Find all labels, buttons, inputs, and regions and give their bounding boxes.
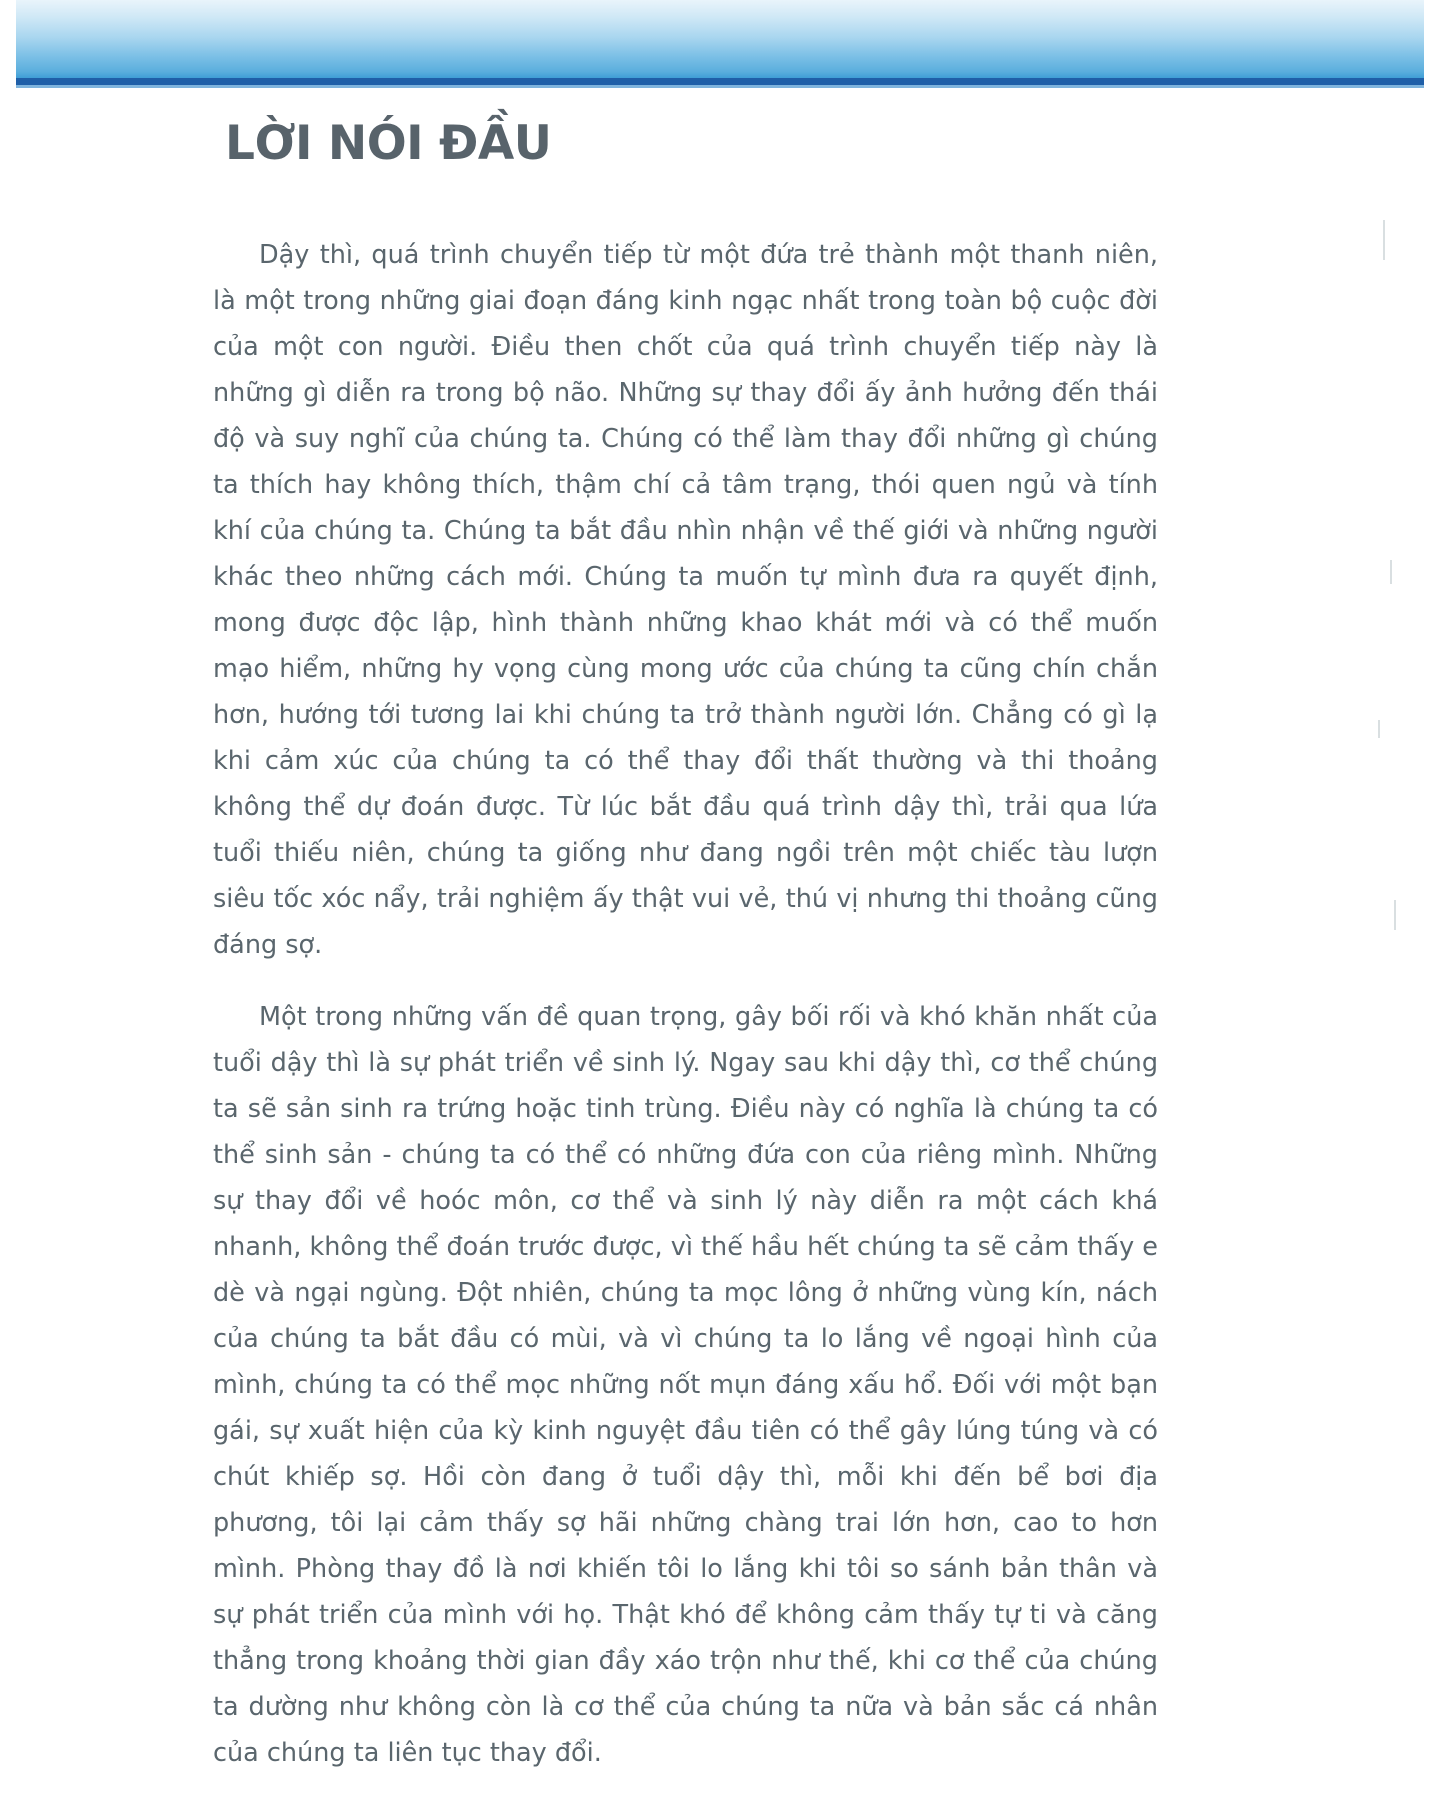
page-header-rule-secondary — [0, 85, 1432, 88]
body-paragraph-1: Dậy thì, quá trình chuyển tiếp từ một đứa trẻ thành một thanh niên, là một trong những giai đoạn đáng kinh ngạc nhất trong toàn bộ cuộc đời của một con người. Điều then chốt của quá trình chuyển tiếp này là những gì diễn ra trong bộ não. Những sự thay đổi ấy ảnh hưởng đến thái độ và suy nghĩ của chúng ta. Chúng có thể làm thay đổi những gì chúng ta thích hay không thích, thậm chí cả tâm trạng, thói quen ngủ và tính khí của chúng ta. Chúng ta bắt đầu nhìn nhận về thế giới và những người khác theo những cách mới. Chúng ta muốn tự mình đưa ra quyết định, mong được độc lập, hình thành những khao khát mới và có thể muốn mạo hiểm, những hy vọng cùng mong ước của chúng ta cũng chín chắn hơn, hướng tới tương lai khi chúng ta trở thành người lớn. Chẳng có gì lạ khi cảm xúc của chúng ta có thể thay đổi thất thường và thi thoảng không thể dự đoán được. Từ lúc bắt đầu quá trình dậy thì, trải qua lứa tuổi thiếu niên, chúng ta giống như đang ngồi trên một chiếc tàu lượn siêu tốc xóc nẩy, trải nghiệm ấy thật vui vẻ, thú vị nhưng thi thoảng cũng đáng sợ. — [213, 239, 1158, 960]
page-right-margin-mask — [1424, 0, 1432, 88]
scan-artifact — [1394, 900, 1396, 930]
page-header-band — [0, 0, 1432, 78]
body-paragraph-2: Một trong những vấn đề quan trọng, gây bối rối và khó khăn nhất của tuổi dậy thì là sự phát triển về sinh lý. Ngay sau khi dậy thì, cơ thể chúng ta sẽ sản sinh ra trứng hoặc tinh trùng. Điều này có nghĩa là chúng ta có thể sinh sản - chúng ta có thể có những đứa con của riêng mình. Những sự thay đổi về hoóc môn, cơ thể và sinh lý này diễn ra một cách khá nhanh, không thể đoán trước được, vì thế hầu hết chúng ta sẽ cảm thấy e dè và ngại ngùng. Đột nhiên, chúng ta mọc lông ở những vùng kín, nách của chúng ta bắt đầu có mùi, và vì chúng ta lo lắng về ngoại hình của mình, chúng ta có thể mọc những nốt mụn đáng xấu hổ. Đối với một bạn gái, sự xuất hiện của kỳ kinh nguyệt đầu tiên có thể gây lúng túng và có chút khiếp sợ. Hồi còn đang ở tuổi dậy thì, mỗi khi đến bể bơi địa phương, tôi lại cảm thấy sợ hãi những chàng trai lớn hơn, cao to hơn mình. Phòng thay đồ là nơi khiến tôi lo lắng khi tôi so sánh bản thân và sự phát triển của mình với họ. Thật khó để không cảm thấy tự ti và căng thẳng trong khoảng thời gian đầy xáo trộn như thế, khi cơ thể của chúng ta dường như không còn là cơ thể của chúng ta nữa và bản sắc cá nhân của chúng ta liên tục thay đổi. — [213, 1001, 1158, 1768]
scan-artifact — [1390, 560, 1392, 584]
page-content — [213, 118, 1158, 1802]
page-left-margin-mask — [0, 0, 16, 88]
scan-artifact — [1378, 720, 1380, 738]
page-header-rule — [0, 78, 1432, 85]
scan-artifact — [1383, 220, 1385, 260]
page-title: LỜI NÓI ĐẦU — [225, 116, 552, 171]
